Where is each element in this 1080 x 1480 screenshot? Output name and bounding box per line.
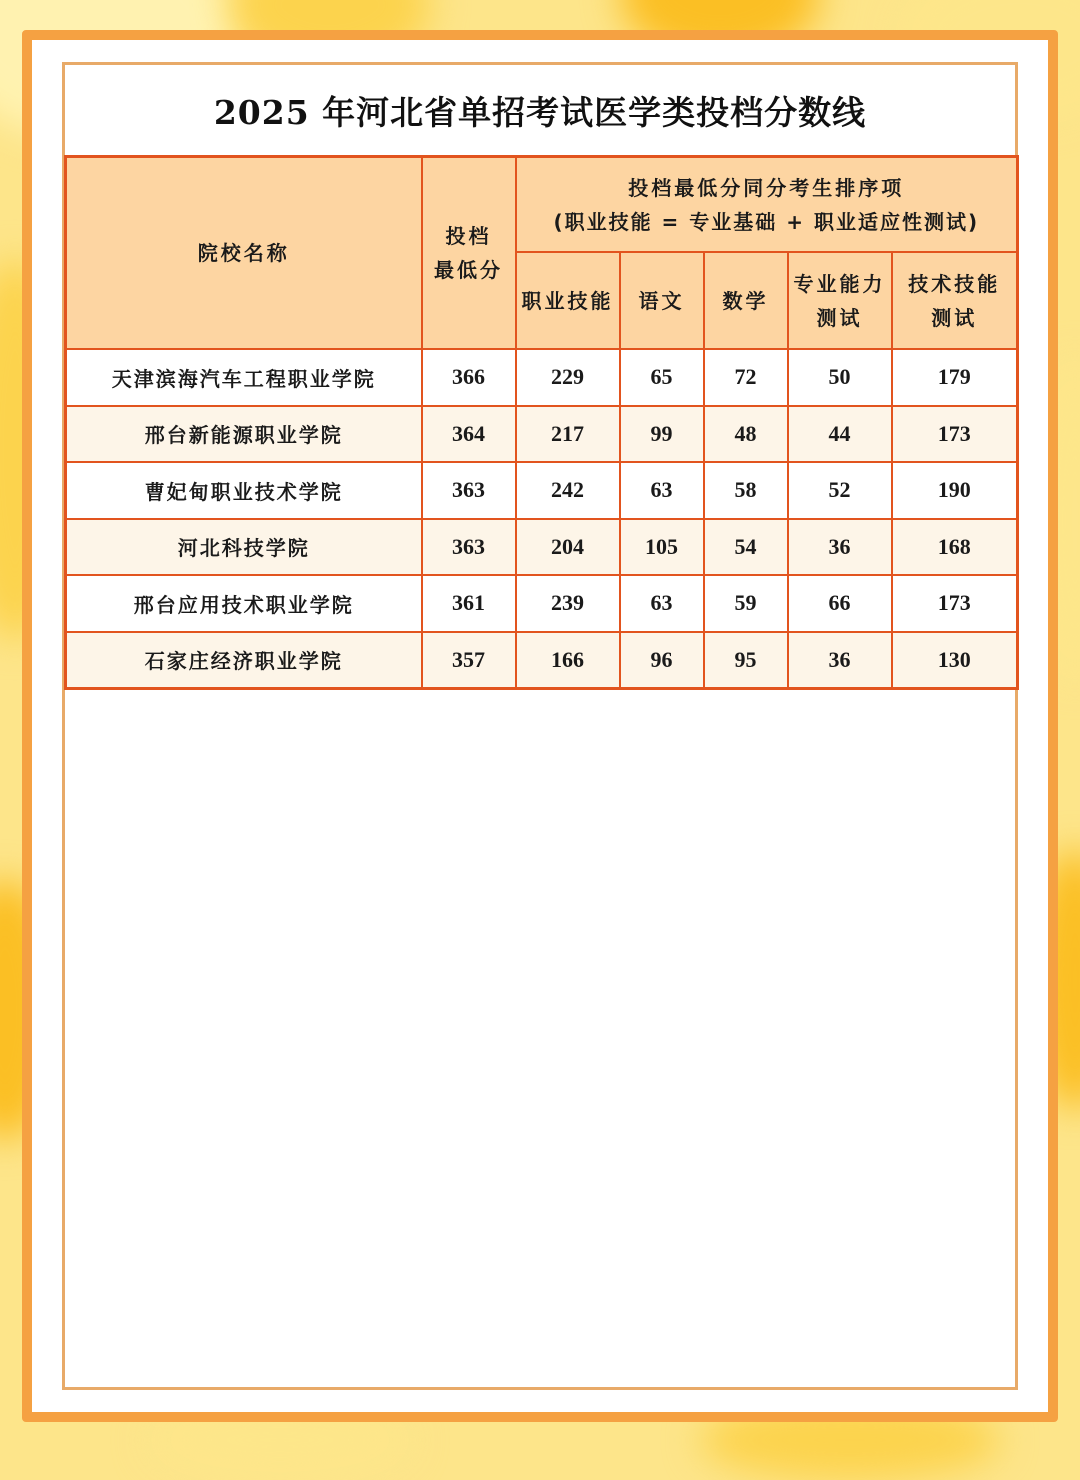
tech-skill-score: 179 (892, 349, 1018, 406)
chinese-score: 63 (620, 462, 704, 519)
min-score: 366 (422, 349, 516, 406)
prof-ability-score: 66 (788, 575, 892, 632)
vocational-score: 242 (516, 462, 620, 519)
header-math: 数学 (704, 252, 788, 349)
table-row (66, 349, 1018, 406)
min-score: 363 (422, 519, 516, 576)
tech-skill-score: 173 (892, 406, 1018, 463)
header-vocational: 职业技能 (516, 252, 620, 349)
chinese-score: 63 (620, 575, 704, 632)
table-row (66, 519, 1018, 576)
chinese-score: 99 (620, 406, 704, 463)
prof-ability-score: 50 (788, 349, 892, 406)
tech-skill-score: 173 (892, 575, 1018, 632)
math-score: 58 (704, 462, 788, 519)
math-score: 54 (704, 519, 788, 576)
math-score: 48 (704, 406, 788, 463)
score-table (64, 155, 1019, 690)
school-name: 邢台应用技术职业学院 (66, 575, 422, 632)
tech-skill-score: 130 (892, 632, 1018, 689)
vocational-score: 204 (516, 519, 620, 576)
table-row (66, 632, 1018, 689)
school-name: 曹妃甸职业技术学院 (66, 462, 422, 519)
page-title: 2025 年河北省单招考试医学类投档分数线 (213, 92, 867, 132)
table-row (66, 406, 1018, 463)
tech-skill-score: 168 (892, 519, 1018, 576)
header-school: 院校名称 (66, 157, 422, 350)
min-score: 361 (422, 575, 516, 632)
school-name: 邢台新能源职业学院 (66, 406, 422, 463)
header-tiebreak-group: 投档最低分同分考生排序项 (职业技能 = 专业基础 + 职业适应性测试) (516, 157, 1018, 253)
school-name: 石家庄经济职业学院 (66, 632, 422, 689)
math-score: 72 (704, 349, 788, 406)
math-score: 59 (704, 575, 788, 632)
tech-skill-score: 190 (892, 462, 1018, 519)
math-score: 95 (704, 632, 788, 689)
prof-ability-score: 36 (788, 519, 892, 576)
chinese-score: 105 (620, 519, 704, 576)
school-name: 河北科技学院 (66, 519, 422, 576)
prof-ability-score: 52 (788, 462, 892, 519)
min-score: 357 (422, 632, 516, 689)
vocational-score: 229 (516, 349, 620, 406)
chinese-score: 96 (620, 632, 704, 689)
prof-ability-score: 44 (788, 406, 892, 463)
table-row (66, 575, 1018, 632)
header-chinese: 语文 (620, 252, 704, 349)
header-prof-ability: 专业能力 测试 (788, 252, 892, 349)
school-name: 天津滨海汽车工程职业学院 (66, 349, 422, 406)
vocational-score: 166 (516, 632, 620, 689)
min-score: 363 (422, 462, 516, 519)
vocational-score: 217 (516, 406, 620, 463)
chinese-score: 65 (620, 349, 704, 406)
vocational-score: 239 (516, 575, 620, 632)
table-row (66, 462, 1018, 519)
min-score: 364 (422, 406, 516, 463)
header-tech-skill: 技术技能 测试 (892, 252, 1018, 349)
prof-ability-score: 36 (788, 632, 892, 689)
header-min-score: 投档 最低分 (422, 157, 516, 350)
